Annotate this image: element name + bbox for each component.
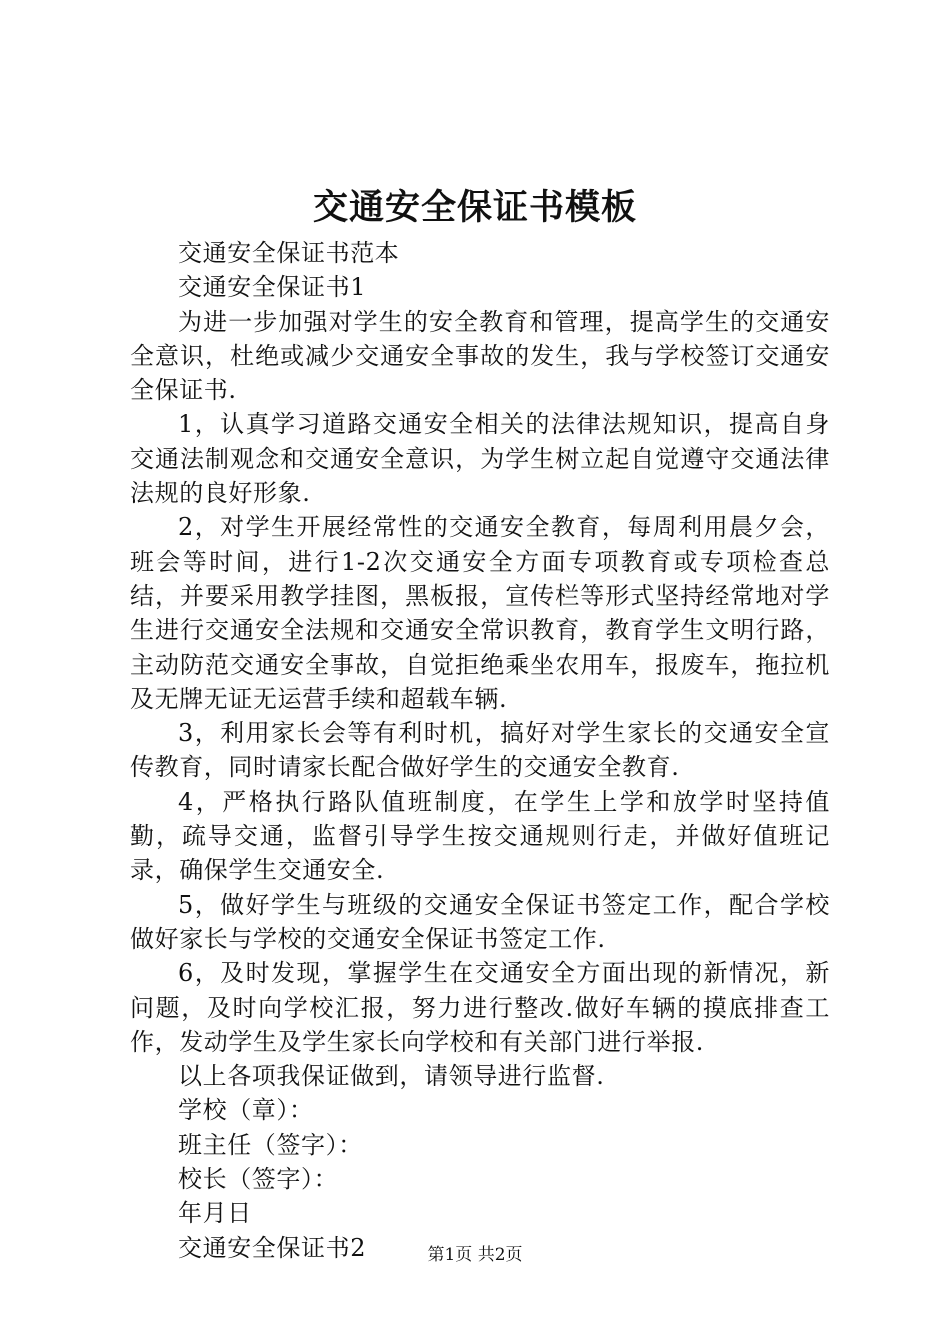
- signature-head-teacher: 班主任（签字）：: [178, 1130, 363, 1159]
- paragraph-item-1: 1，认真学习道路交通安全相关的法律法规知识，提高自身交通法制观念和交通安全意识，为学生树立起自觉遵守交通法律法规的良好形象.: [130, 410, 830, 508]
- signature-school-seal: 学校（章）：: [178, 1096, 314, 1125]
- signature-principal: 校长（签字）：: [178, 1165, 339, 1194]
- paragraph-item-4: 4，严格执行路队值班制度，在学生上学和放学时坚持值勤，疏导交通，监督引导学生按交通规则行走，并做好值班记录，确保学生交通安全.: [130, 787, 830, 885]
- document-title: 交通安全保证书模板: [312, 187, 637, 228]
- paragraph-item-5: 5，做好学生与班级的交通安全保证书签定工作，配合学校做好家长与学校的交通安全保证书签定工作.: [130, 890, 830, 953]
- document-body: [130, 236, 830, 1265]
- signature-date: 年月日: [178, 1199, 252, 1228]
- paragraph-subtitle: 交通安全保证书范本: [178, 239, 400, 267]
- page-footer: 第1页 共2页: [427, 1245, 523, 1265]
- paragraph-item-2: 2，对学生开展经常性的交通安全教育，每周利用晨夕会，班会等时间，进行1-2次交通安全方面专项教育或专项检查总结，并要采用教学挂图，黑板报，宣传栏等形式坚持经常地对学生进行交通安全法规和交通安全常识教育，教育学生文明行路，主动防范交通安全事故，自觉拒绝乘坐农用车，报废车，拖拉机及无牌无证无运营手续和超载车辆.: [130, 513, 830, 713]
- paragraph-closing: 以上各项我保证做到，请领导进行监督.: [178, 1062, 605, 1091]
- paragraph-section-heading-2: 交通安全保证书2: [178, 1233, 367, 1262]
- paragraph-intro: 为进一步加强对学生的安全教育和管理，提高学生的交通安全意识，杜绝或减少交通安全事故的发生，我与学校签订交通安全保证书.: [130, 307, 830, 405]
- paragraph-section-heading-1: 交通安全保证书1: [178, 273, 367, 302]
- paragraph-item-6: 6，及时发现，掌握学生在交通安全方面出现的新情况，新问题，及时向学校汇报，努力进行整改.做好车辆的摸底排查工作，发动学生及学生家长向学校和有关部门进行举报.: [130, 959, 830, 1056]
- paragraph-item-3: 3，利用家长会等有利时机，搞好对学生家长的交通安全宣传教育，同时请家长配合做好学生的交通安全教育.: [130, 719, 830, 782]
